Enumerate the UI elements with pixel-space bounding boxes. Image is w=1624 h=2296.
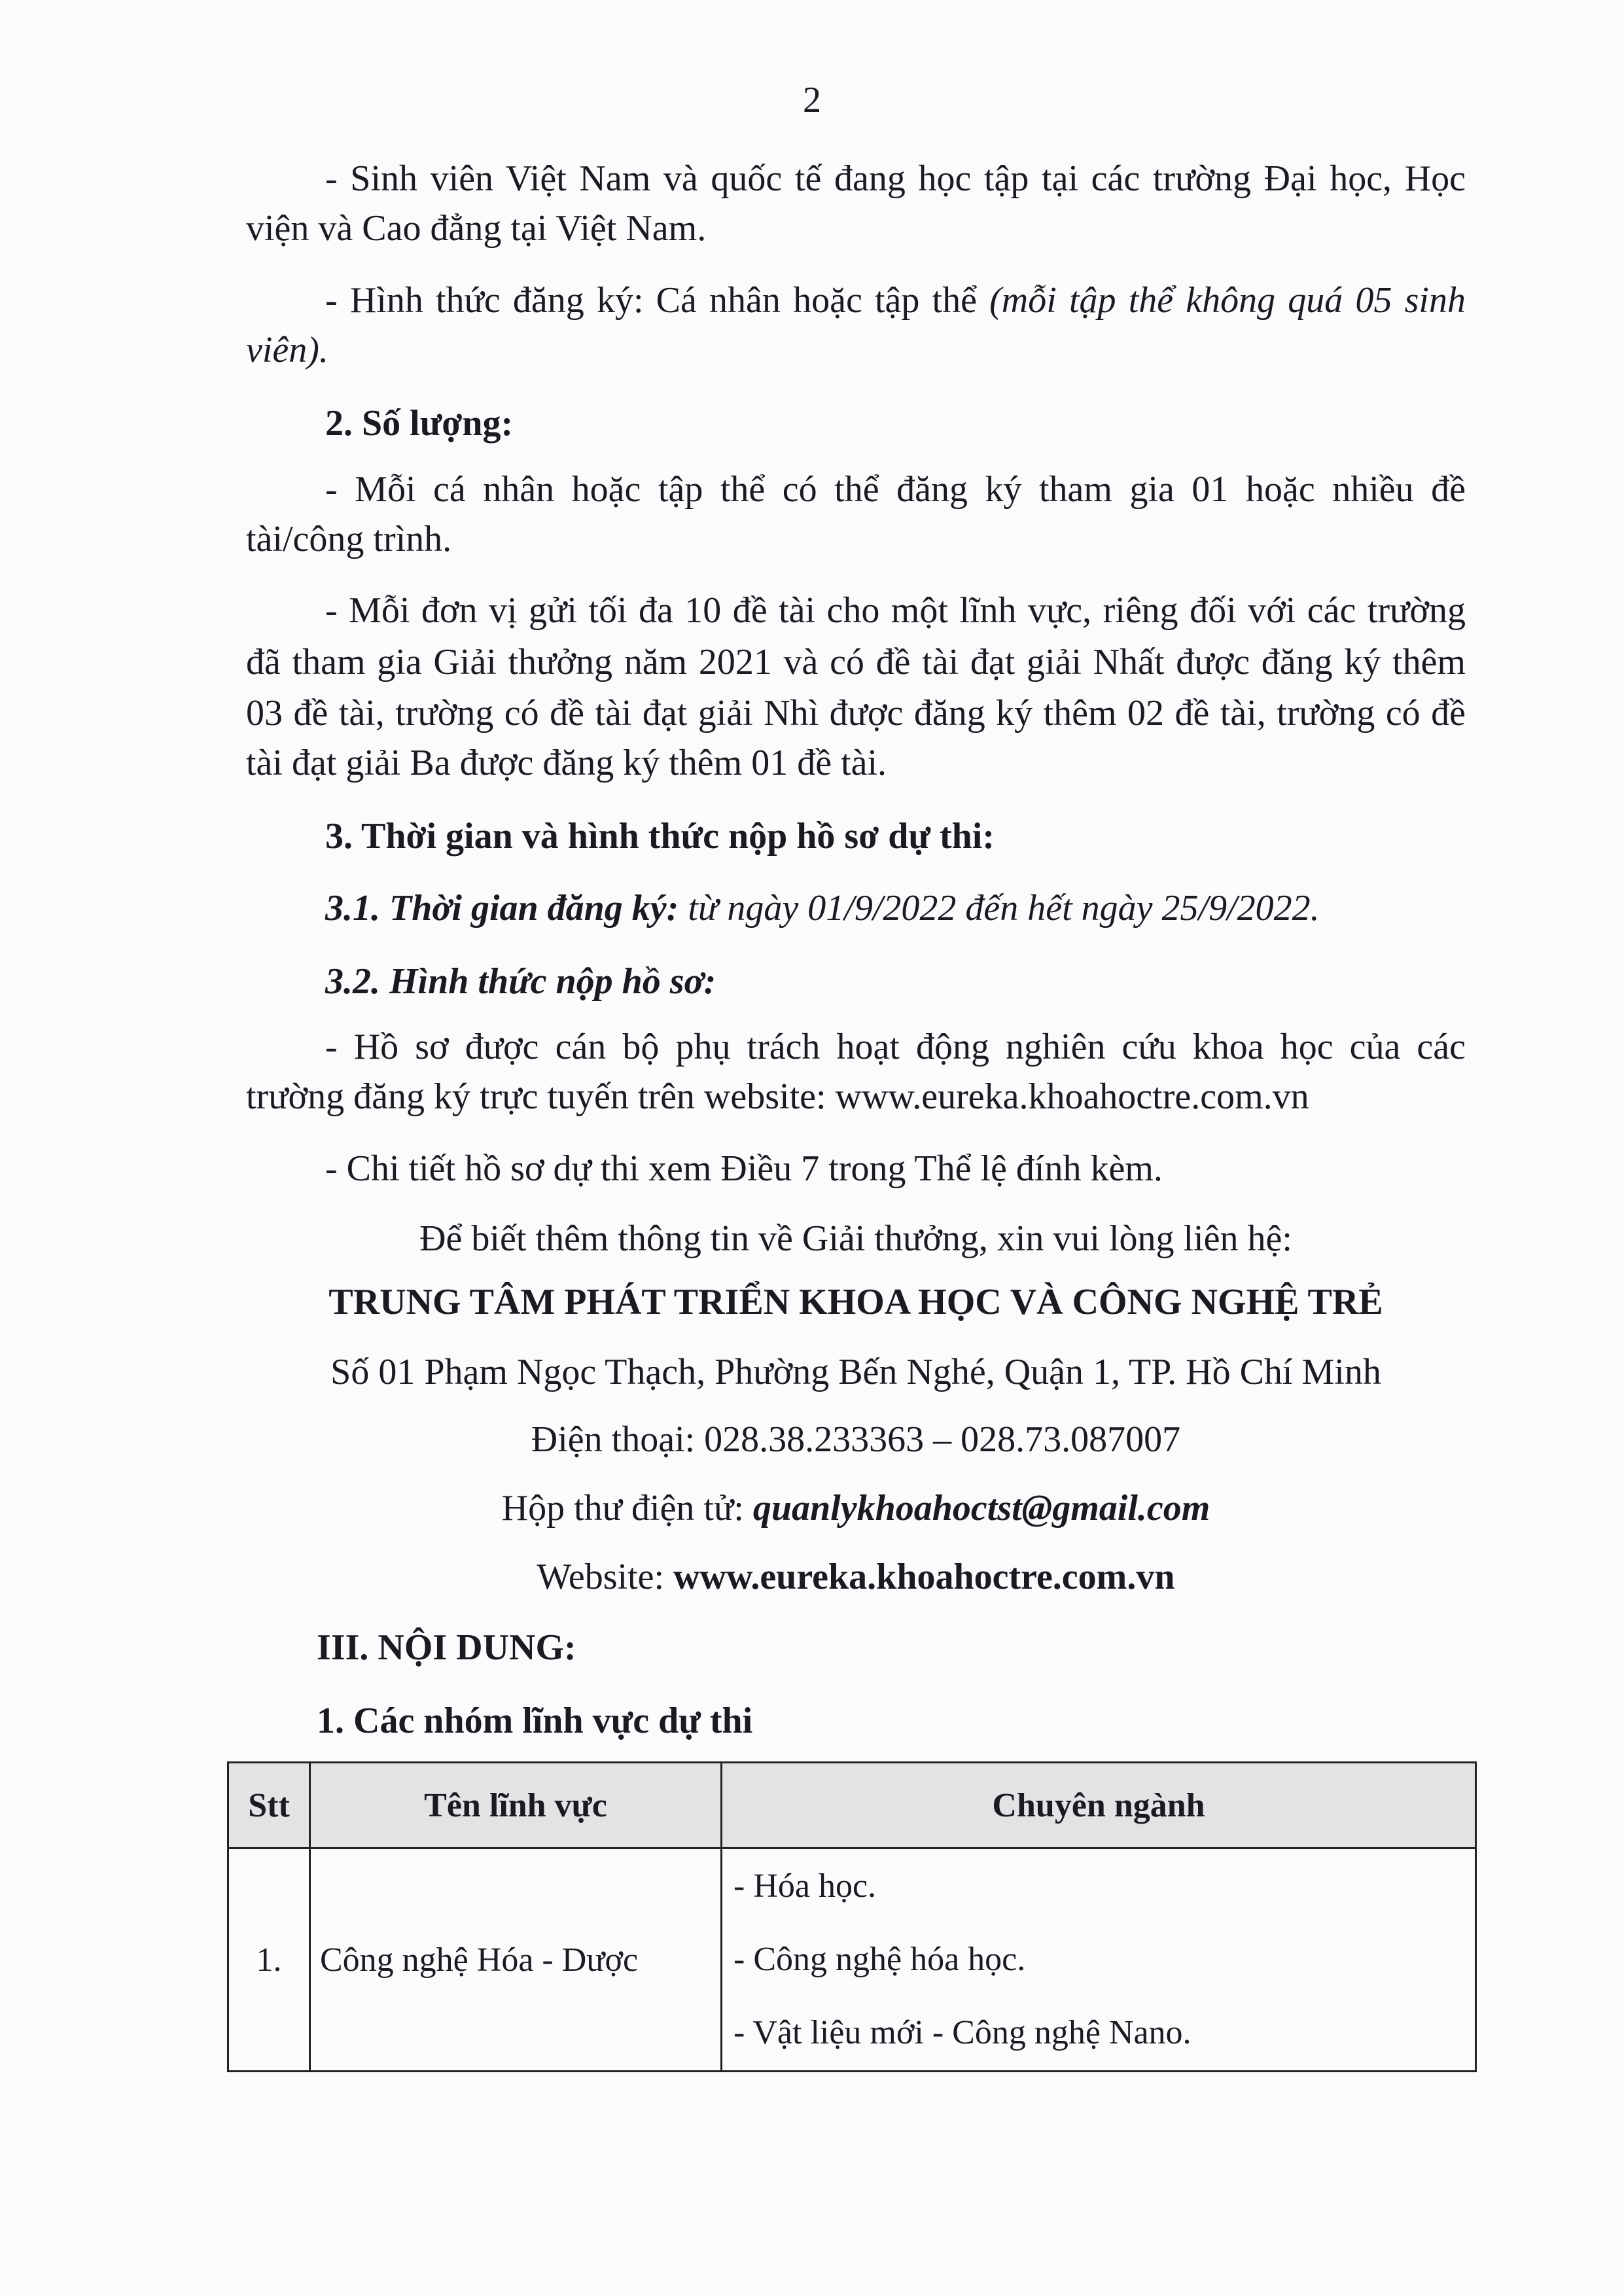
page-number: 2 xyxy=(803,80,821,120)
para-line: - Mỗi đơn vị gửi tối đa 10 đề tài cho một lĩnh vực, riêng đối với các trường xyxy=(325,590,1466,631)
text-italic: viên). xyxy=(246,330,328,370)
para-line: - Hồ sơ được cán bộ phụ trách hoạt động nghiên cứu khoa học của các xyxy=(325,1027,1466,1067)
major-item: - Công nghệ hóa học. xyxy=(733,1941,1026,1978)
contact-address: Số 01 Phạm Ngọc Thạch, Phường Bến Nghé, Quận 1, TP. Hồ Chí Minh xyxy=(330,1352,1381,1392)
contact-phone: Điện thoại: 028.38.233363 – 028.73.087007 xyxy=(531,1419,1181,1460)
para-line: trường đăng ký trực tuyến trên website: www.eureka.khoahoctre.com.vn xyxy=(246,1076,1309,1117)
para-line xyxy=(325,277,1466,323)
para-line: đã tham gia Giải thưởng năm 2021 và có đề tài đạt giải Nhất được đăng ký thêm xyxy=(246,642,1466,682)
heading-text: 2. Số lượng: xyxy=(325,403,514,444)
label: 3.1. Thời gian đăng ký: xyxy=(325,888,679,928)
contact-org xyxy=(246,1279,1466,1325)
fields-table xyxy=(227,1761,1477,2072)
header-majors: Chuyên ngành xyxy=(722,1763,1476,1848)
heading-text: III. NỘI DUNG: xyxy=(317,1627,576,1668)
header-field: Tên lĩnh vực xyxy=(310,1763,722,1848)
heading-text: 1. Các nhóm lĩnh vực dự thi xyxy=(317,1701,753,1741)
major-item: - Vật liệu mới - Công nghệ Nano. xyxy=(733,2014,1192,2051)
org-name: TRUNG TÂM PHÁT TRIỂN KHOA HỌC VÀ CÔNG NGHỆ TRẺ xyxy=(328,1282,1383,1322)
header-stt: Stt xyxy=(228,1763,310,1848)
web-label: Website: xyxy=(537,1557,674,1597)
heading-text: 3.2. Hình thức nộp hồ sơ: xyxy=(325,961,716,1002)
contact-intro: Để biết thêm thông tin về Giải thưởng, xin vui lòng liên hệ: xyxy=(419,1218,1292,1259)
heading-noi-dung xyxy=(317,1625,576,1670)
para-line xyxy=(246,327,328,373)
contact-website xyxy=(246,1554,1466,1600)
para-line: viện và Cao đẳng tại Việt Nam. xyxy=(246,208,707,249)
heading-text: 3. Thời gian và hình thức nộp hồ sơ dự thi: xyxy=(325,816,995,857)
text-italic: (mỗi tập thể không quá 05 sinh xyxy=(989,280,1466,321)
para-line: - Chi tiết hồ sơ dự thi xem Điều 7 trong Thể lệ đính kèm. xyxy=(325,1148,1163,1189)
text: - Hình thức đăng ký: Cá nhân hoặc tập thể xyxy=(325,280,990,321)
cell-majors xyxy=(722,1848,1476,2072)
registration-time xyxy=(325,885,1320,931)
cell-field: Công nghệ Hóa - Dược xyxy=(310,1848,722,2072)
para-line: - Sinh viên Việt Nam và quốc tế đang học tập tại các trường Đại học, Học xyxy=(325,158,1466,199)
email-link[interactable]: quanlykhoahoctst@gmail.com xyxy=(752,1488,1210,1528)
heading-nhom-linh-vuc xyxy=(317,1698,752,1744)
para-line: 03 đề tài, trường có đề tài đạt giải Nhì được đăng ký thêm 02 đề tài, trường có đề xyxy=(246,693,1466,733)
heading-hinh-thuc xyxy=(325,959,716,1004)
table-row xyxy=(228,1848,1476,2072)
heading-so-luong xyxy=(325,400,513,446)
website-link[interactable]: www.eureka.khoahoctre.com.vn xyxy=(673,1557,1175,1597)
value: từ ngày 01/9/2022 đến hết ngày 25/9/2022. xyxy=(679,888,1320,928)
major-item: - Hóa học. xyxy=(733,1867,877,1905)
heading-thoi-gian xyxy=(325,813,995,859)
table-header-row xyxy=(228,1763,1476,1848)
cell-stt: 1. xyxy=(228,1848,310,2072)
para-line: tài đạt giải Ba được đăng ký thêm 01 đề tài. xyxy=(246,743,887,783)
para-line: - Mỗi cá nhân hoặc tập thể có thể đăng ký tham gia 01 hoặc nhiều đề xyxy=(325,469,1466,510)
email-label: Hộp thư điện tử: xyxy=(501,1488,753,1528)
para-line: tài/công trình. xyxy=(246,519,452,559)
contact-email xyxy=(246,1485,1466,1531)
